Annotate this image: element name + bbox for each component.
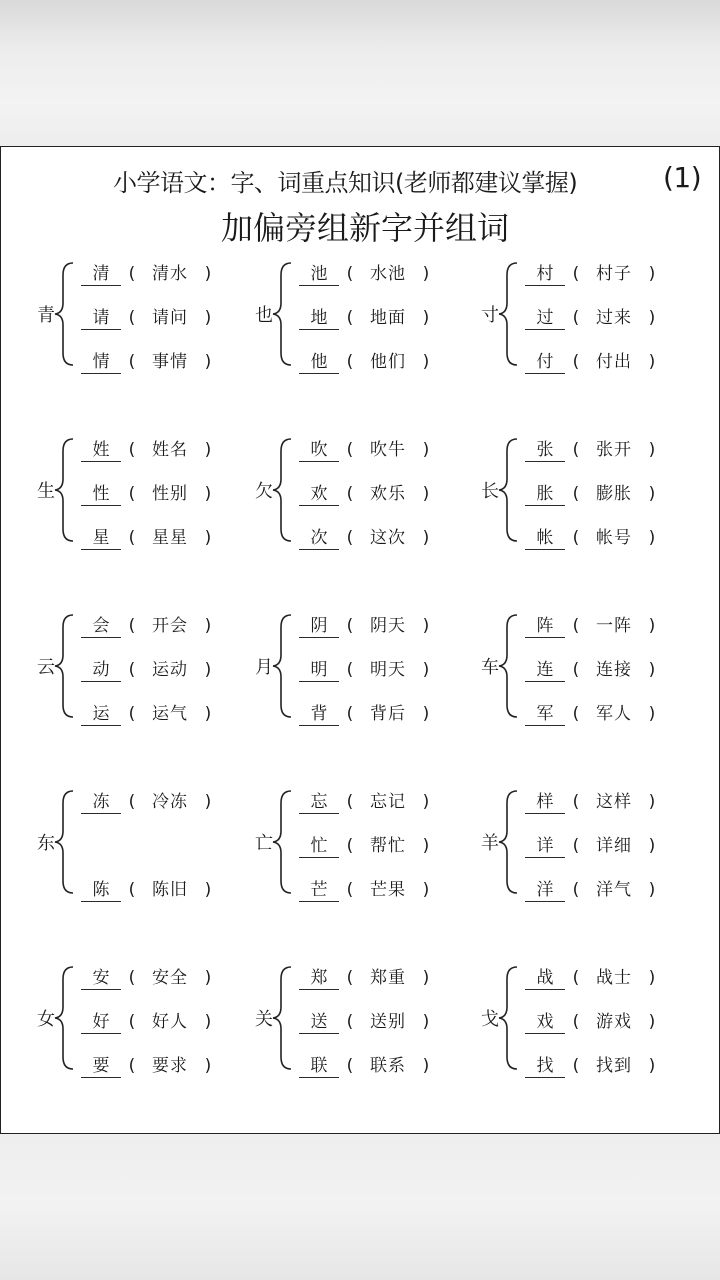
close-paren: ) [204,660,212,680]
new-character: 运 [81,699,121,726]
new-character: 找 [525,1051,565,1078]
close-paren: ) [648,440,656,460]
compound-word: 吹牛 [370,440,406,460]
compound-word: 性别 [152,484,188,504]
word-entry [525,523,663,549]
new-character: 联 [299,1051,339,1078]
close-paren: ) [422,704,430,724]
word-entry [299,875,437,901]
compound-word: 事情 [152,352,188,372]
curly-brace-icon [495,435,521,545]
word-entry [299,611,437,637]
new-character: 要 [81,1051,121,1078]
open-paren: ( [572,528,580,548]
close-paren: ) [648,484,656,504]
word-entry [81,347,219,373]
root-character: 长 [481,481,499,502]
close-paren: ) [422,440,430,460]
word-entry [525,875,663,901]
curly-brace-icon [51,611,77,721]
open-paren: ( [128,308,136,328]
word-entry [525,435,663,461]
close-paren: ) [648,352,656,372]
word-entry [299,259,437,285]
word-entry [525,831,663,857]
background-blur-bottom [0,1134,720,1280]
word-entry [299,347,437,373]
worksheet [0,146,720,1134]
root-character: 女 [37,1009,55,1030]
close-paren: ) [422,660,430,680]
compound-word: 战士 [596,968,632,988]
background-blur-top [0,0,720,146]
compound-word: 请问 [152,308,188,328]
close-paren: ) [422,836,430,856]
open-paren: ( [346,1012,354,1032]
compound-word: 这次 [370,528,406,548]
close-paren: ) [422,484,430,504]
open-paren: ( [346,308,354,328]
word-entry [81,259,219,285]
close-paren: ) [204,616,212,636]
close-paren: ) [648,264,656,284]
close-paren: ) [648,308,656,328]
compound-word: 郑重 [370,968,406,988]
open-paren: ( [572,1012,580,1032]
word-entry [299,655,437,681]
compound-word: 背后 [370,704,406,724]
open-paren: ( [572,440,580,460]
worksheet-title [113,163,713,198]
compound-word: 联系 [370,1056,406,1076]
new-character: 星 [81,523,121,550]
open-paren: ( [128,1012,136,1032]
word-entry [81,303,219,329]
new-character: 样 [525,787,565,814]
compound-word: 找到 [596,1056,632,1076]
word-entry [525,1051,663,1077]
open-paren: ( [572,308,580,328]
title-number: (1) [663,161,702,194]
new-character: 冻 [81,787,121,814]
radical-group [479,259,699,372]
compound-word: 军人 [596,704,632,724]
word-entry [299,303,437,329]
open-paren: ( [572,484,580,504]
radical-group [479,787,699,900]
open-paren: ( [346,704,354,724]
compound-word: 地面 [370,308,406,328]
word-entry [525,611,663,637]
compound-word: 一阵 [596,616,632,636]
word-entry [299,523,437,549]
compound-word: 洋气 [596,880,632,900]
new-character: 情 [81,347,121,374]
radical-group [479,611,699,724]
root-character: 欠 [255,481,273,502]
root-character: 车 [481,657,499,678]
new-character: 过 [525,303,565,330]
new-character: 戏 [525,1007,565,1034]
root-character: 亡 [255,833,273,854]
root-character: 东 [37,833,55,854]
new-character: 欢 [299,479,339,506]
close-paren: ) [422,616,430,636]
radical-group [253,963,473,1076]
word-entry [81,875,219,901]
radical-group [253,259,473,372]
new-character: 忘 [299,787,339,814]
root-character: 也 [255,305,273,326]
word-entry [299,1007,437,1033]
compound-word: 这样 [596,792,632,812]
open-paren: ( [572,792,580,812]
new-character: 会 [81,611,121,638]
curly-brace-icon [495,259,521,369]
close-paren: ) [204,1056,212,1076]
new-character: 安 [81,963,121,990]
word-entry [81,435,219,461]
close-paren: ) [204,308,212,328]
open-paren: ( [346,616,354,636]
new-character: 明 [299,655,339,682]
root-character: 月 [255,657,273,678]
word-entry [81,479,219,505]
close-paren: ) [422,352,430,372]
compound-word: 详细 [596,836,632,856]
close-paren: ) [648,660,656,680]
root-character: 寸 [481,305,499,326]
compound-word: 芒果 [370,880,406,900]
close-paren: ) [422,1056,430,1076]
open-paren: ( [128,616,136,636]
open-paren: ( [128,660,136,680]
curly-brace-icon [269,963,295,1073]
root-character: 生 [37,481,55,502]
open-paren: ( [128,968,136,988]
new-character: 性 [81,479,121,506]
compound-word: 清水 [152,264,188,284]
worksheet-subtitle: 加偏旁组新字并组词 [221,209,510,247]
compound-word: 水池 [370,264,406,284]
open-paren: ( [572,968,580,988]
open-paren: ( [128,1056,136,1076]
new-character: 次 [299,523,339,550]
compound-word: 他们 [370,352,406,372]
root-character: 戈 [481,1009,499,1030]
word-entry [525,303,663,329]
open-paren: ( [572,880,580,900]
close-paren: ) [204,704,212,724]
new-character: 洋 [525,875,565,902]
new-character: 地 [299,303,339,330]
new-character: 清 [81,259,121,286]
open-paren: ( [572,352,580,372]
compound-word: 帮忙 [370,836,406,856]
close-paren: ) [648,616,656,636]
word-entry [299,1051,437,1077]
new-character: 郑 [299,963,339,990]
compound-word: 星星 [152,528,188,548]
new-character: 阵 [525,611,565,638]
open-paren: ( [346,660,354,680]
root-character: 青 [37,305,55,326]
open-paren: ( [346,968,354,988]
compound-word: 运气 [152,704,188,724]
new-character: 军 [525,699,565,726]
curly-brace-icon [269,259,295,369]
word-entry [81,1051,219,1077]
open-paren: ( [128,264,136,284]
open-paren: ( [572,616,580,636]
curly-brace-icon [269,787,295,897]
new-character: 详 [525,831,565,858]
open-paren: ( [128,484,136,504]
new-character: 背 [299,699,339,726]
radical-group [479,963,699,1076]
compound-word: 欢乐 [370,484,406,504]
open-paren: ( [572,1056,580,1076]
radical-group [253,435,473,548]
open-paren: ( [346,1056,354,1076]
close-paren: ) [204,440,212,460]
word-entry [81,523,219,549]
new-character: 张 [525,435,565,462]
close-paren: ) [422,308,430,328]
open-paren: ( [128,792,136,812]
close-paren: ) [422,792,430,812]
new-character: 胀 [525,479,565,506]
close-paren: ) [204,968,212,988]
close-paren: ) [204,1012,212,1032]
word-entry [525,1007,663,1033]
root-character: 关 [255,1009,273,1030]
new-character: 忙 [299,831,339,858]
word-entry [299,699,437,725]
word-entry [299,963,437,989]
word-entry [525,347,663,373]
compound-word: 膨胀 [596,484,632,504]
open-paren: ( [128,704,136,724]
curly-brace-icon [51,963,77,1073]
radical-group [479,435,699,548]
open-paren: ( [346,792,354,812]
compound-word: 帐号 [596,528,632,548]
new-character: 动 [81,655,121,682]
word-entry [81,963,219,989]
compound-word: 明天 [370,660,406,680]
open-paren: ( [346,440,354,460]
word-entry [525,963,663,989]
curly-brace-icon [269,611,295,721]
close-paren: ) [422,528,430,548]
compound-word: 连接 [596,660,632,680]
open-paren: ( [128,880,136,900]
close-paren: ) [648,792,656,812]
close-paren: ) [648,880,656,900]
new-character: 陈 [81,875,121,902]
open-paren: ( [346,264,354,284]
new-character: 送 [299,1007,339,1034]
new-character: 连 [525,655,565,682]
compound-word: 安全 [152,968,188,988]
open-paren: ( [346,880,354,900]
close-paren: ) [648,836,656,856]
word-entry [81,787,219,813]
compound-word: 陈旧 [152,880,188,900]
new-character: 好 [81,1007,121,1034]
curly-brace-icon [495,611,521,721]
compound-word: 村子 [596,264,632,284]
word-entry [299,787,437,813]
word-entry [81,699,219,725]
compound-word: 游戏 [596,1012,632,1032]
root-character: 云 [37,657,55,678]
compound-word: 阴天 [370,616,406,636]
compound-word: 姓名 [152,440,188,460]
compound-word: 过来 [596,308,632,328]
open-paren: ( [346,352,354,372]
radical-group [35,963,255,1076]
curly-brace-icon [51,259,77,369]
new-character: 请 [81,303,121,330]
close-paren: ) [648,1012,656,1032]
close-paren: ) [204,352,212,372]
compound-word: 送别 [370,1012,406,1032]
word-entry [299,831,437,857]
new-character: 村 [525,259,565,286]
open-paren: ( [346,484,354,504]
close-paren: ) [204,528,212,548]
radical-group [35,435,255,548]
close-paren: ) [422,1012,430,1032]
word-entry [525,699,663,725]
title-text: 小学语文：字、词重点知识(老师都建议掌握) [113,169,578,197]
close-paren: ) [648,704,656,724]
close-paren: ) [422,880,430,900]
compound-word: 付出 [596,352,632,372]
curly-brace-icon [51,787,77,897]
open-paren: ( [572,264,580,284]
word-entry [81,611,219,637]
curly-brace-icon [495,963,521,1073]
compound-word: 要求 [152,1056,188,1076]
radical-group [35,259,255,372]
radical-group [35,787,255,900]
close-paren: ) [204,264,212,284]
new-character: 阴 [299,611,339,638]
new-character: 他 [299,347,339,374]
compound-word: 冷冻 [152,792,188,812]
word-entry [525,479,663,505]
close-paren: ) [204,880,212,900]
compound-word: 忘记 [370,792,406,812]
curly-brace-icon [269,435,295,545]
close-paren: ) [648,1056,656,1076]
close-paren: ) [648,968,656,988]
open-paren: ( [572,704,580,724]
close-paren: ) [204,484,212,504]
new-character: 池 [299,259,339,286]
radical-group [35,611,255,724]
open-paren: ( [346,836,354,856]
open-paren: ( [572,836,580,856]
new-character: 姓 [81,435,121,462]
open-paren: ( [128,528,136,548]
word-entry [81,1007,219,1033]
curly-brace-icon [495,787,521,897]
close-paren: ) [648,528,656,548]
close-paren: ) [422,968,430,988]
radical-group [253,787,473,900]
new-character: 帐 [525,523,565,550]
open-paren: ( [128,352,136,372]
radical-group [253,611,473,724]
compound-word: 张开 [596,440,632,460]
close-paren: ) [422,264,430,284]
open-paren: ( [572,660,580,680]
compound-word: 好人 [152,1012,188,1032]
compound-word: 运动 [152,660,188,680]
word-entry [81,655,219,681]
root-character: 羊 [481,833,499,854]
close-paren: ) [204,792,212,812]
compound-word: 开会 [152,616,188,636]
open-paren: ( [128,440,136,460]
word-entry [299,435,437,461]
new-character: 付 [525,347,565,374]
new-character: 吹 [299,435,339,462]
word-entry [525,787,663,813]
new-character: 战 [525,963,565,990]
new-character: 芒 [299,875,339,902]
word-entry [525,259,663,285]
word-entry [525,655,663,681]
word-entry [299,479,437,505]
curly-brace-icon [51,435,77,545]
open-paren: ( [346,528,354,548]
